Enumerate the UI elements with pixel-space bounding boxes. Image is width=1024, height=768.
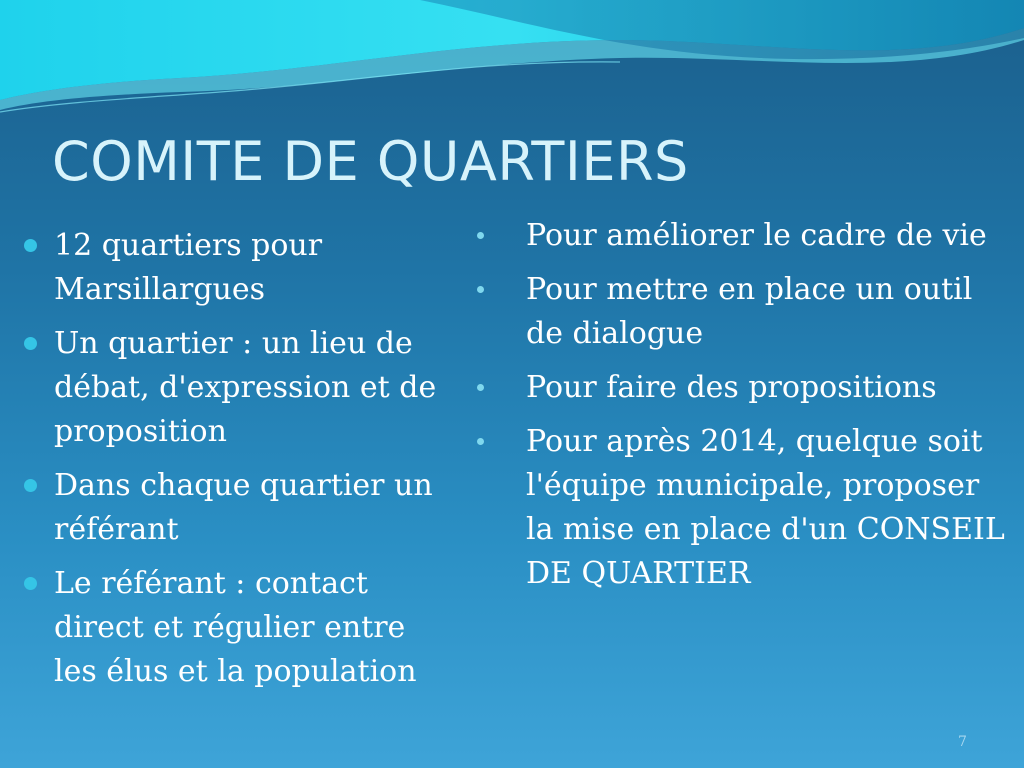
list-item [24, 464, 454, 552]
bullet-dot-icon [24, 239, 37, 252]
list-item [470, 268, 1010, 356]
decorative-wave [0, 0, 1024, 130]
list-item [470, 420, 1010, 596]
list-item [470, 214, 1010, 258]
list-item [24, 562, 454, 694]
list-item [24, 224, 454, 312]
page-number: 7 [958, 734, 967, 750]
list-item [24, 322, 454, 454]
slide-title: COMITE DE QUARTIERS [52, 130, 689, 193]
bullet-text: Pour après 2014, quelque soit l'équipe municipale, proposer la mise en place d'un CONSEIL DE QUARTIER [526, 424, 1005, 591]
bullet-dot-icon [477, 286, 484, 293]
list-item [470, 366, 1010, 410]
bullet-dot-icon [24, 479, 37, 492]
bullet-text: Pour améliorer le cadre de vie [526, 218, 987, 253]
bullet-text: Pour faire des propositions [526, 370, 937, 405]
bullet-text: Dans chaque quartier un référant [54, 468, 433, 547]
bullet-dot-icon [477, 232, 484, 239]
bullet-text: Pour mettre en place un outil de dialogue [526, 272, 973, 351]
bullet-text: Un quartier : un lieu de débat, d'expression et de proposition [54, 326, 437, 449]
right-bullet-list [470, 214, 1010, 606]
bullet-text: Le référant : contact direct et régulier entre les élus et la population [54, 566, 417, 689]
bullet-dot-icon [477, 384, 484, 391]
bullet-dot-icon [24, 577, 37, 590]
bullet-dot-icon [477, 438, 484, 445]
bullet-dot-icon [24, 337, 37, 350]
bullet-text: 12 quartiers pour Marsillargues [54, 228, 323, 307]
left-bullet-list [24, 224, 454, 704]
